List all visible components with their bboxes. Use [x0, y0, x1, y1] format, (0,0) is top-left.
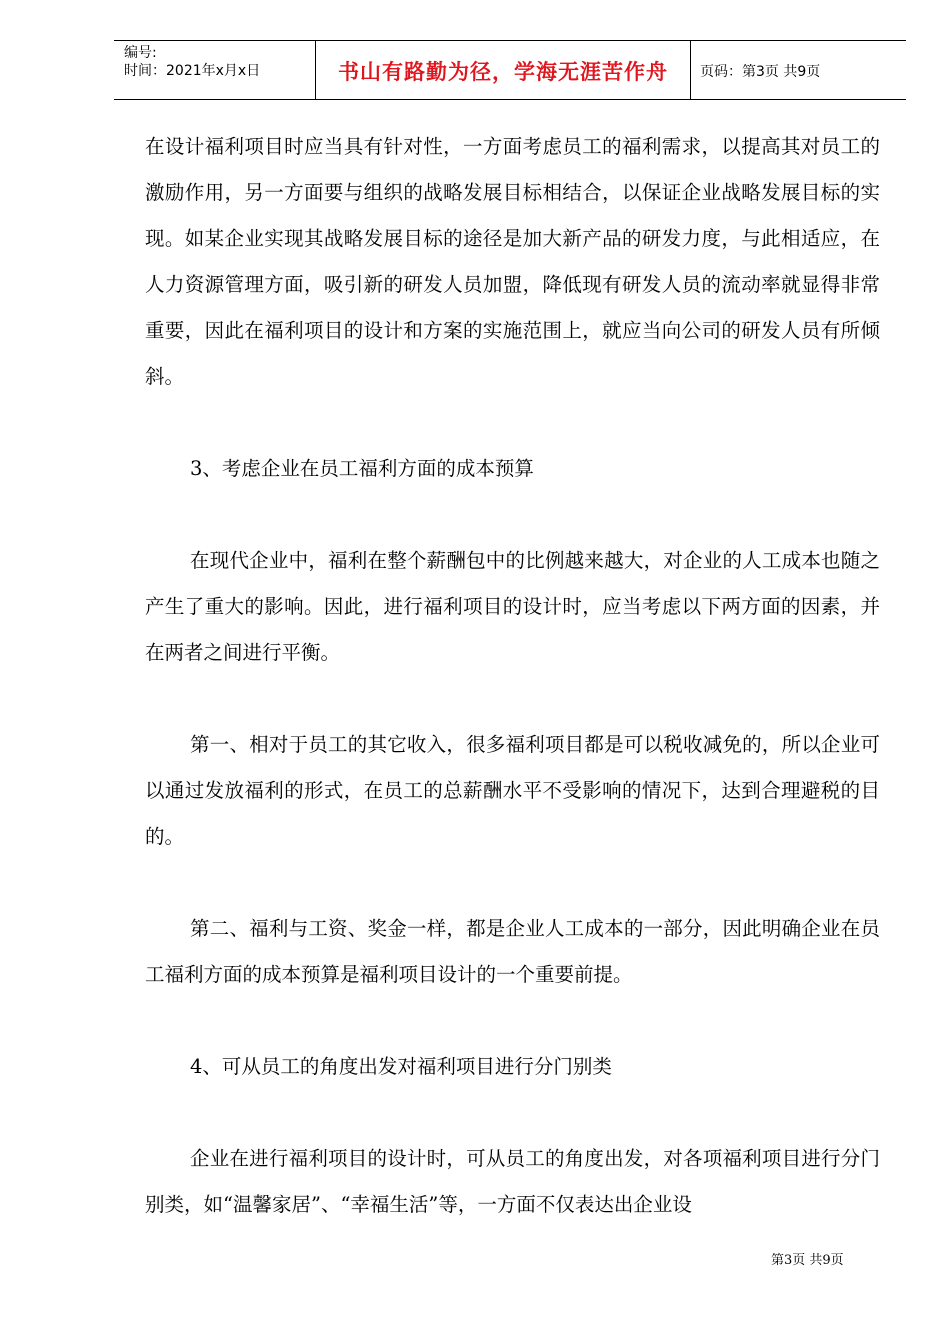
- time-label: 时间：2021年x月x日: [124, 63, 261, 79]
- section-heading-4: 4、可从员工的角度出发对福利项目进行分门别类: [190, 1055, 612, 1078]
- paragraph: 第二、福利与工资、奖金一样，都是企业人工成本的一部分，因此明确企业在员工福利方面的成本预算是福利项目设计的一个重要前提。: [145, 917, 880, 986]
- section-heading-3: 3、考虑企业在员工福利方面的成本预算: [190, 457, 534, 480]
- document-body: [145, 124, 880, 1228]
- number-label: 编号:: [124, 45, 157, 61]
- paragraph: 企业在进行福利项目的设计时，可从员工的角度出发，对各项福利项目进行分门别类，如“温馨家居”、“幸福生活”等，一方面不仅表达出企业设: [145, 1147, 880, 1216]
- paragraph: 第一、相对于员工的其它收入，很多福利项目都是可以税收减免的，所以企业可以通过发放福利的形式，在员工的总薪酬水平不受影响的情况下，达到合理避税的目的。: [145, 733, 880, 848]
- paragraph: 在现代企业中，福利在整个薪酬包中的比例越来越大，对企业的人工成本也随之产生了重大的影响。因此，进行福利项目的设计时，应当考虑以下两方面的因素，并在两者之间进行平衡。: [145, 549, 880, 664]
- header-page-info: 页码：第3页 共9页: [700, 63, 821, 80]
- header-motto: 书山有路勤为径，学海无涯苦作舟: [338, 59, 668, 84]
- header-divider: [690, 41, 691, 100]
- page-header: [114, 40, 906, 100]
- page-footer: 第3页 共9页: [771, 1253, 844, 1268]
- paragraph: 在设计福利项目时应当具有针对性，一方面考虑员工的福利需求，以提高其对员工的激励作用，另一方面要与组织的战略发展目标相结合，以保证企业战略发展目标的实现。如某企业实现其战略发展目标的途径是加大新产品的研发力度，与此相适应，在人力资源管理方面，吸引新的研发人员加盟，降低现有研发人员的流动率就显得非常重要，因此在福利项目的设计和方案的实施范围上，就应当向公司的研发人员有所倾斜。: [145, 135, 880, 388]
